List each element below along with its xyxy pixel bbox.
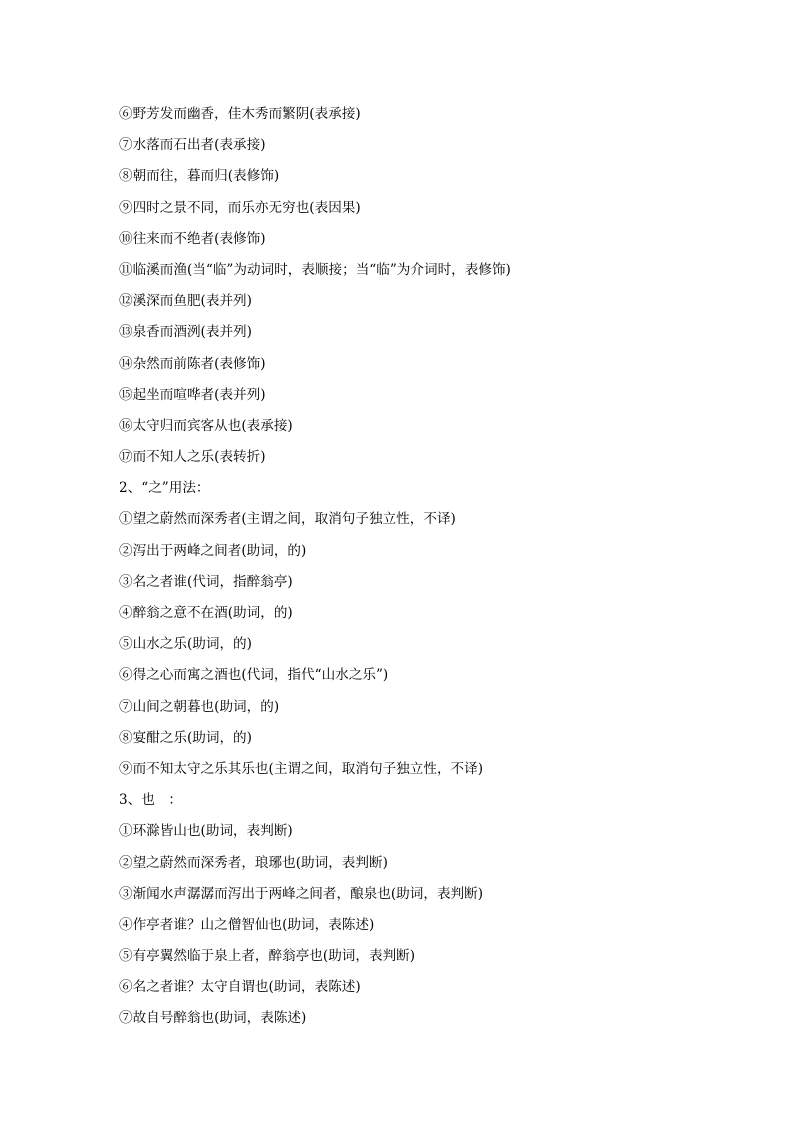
text-line: ⑬泉香而酒洌(表并列): [119, 324, 252, 341]
text-line: ⑥野芳发而幽香，佳木秀而繁阴(表承接): [119, 106, 361, 122]
text-line: ⑯太守归而宾客从也(表承接): [119, 417, 293, 434]
text-line: ⑮起坐而喧哗者(表并列): [119, 386, 266, 403]
section-heading: 2、“之”用法：: [119, 480, 210, 497]
text-line: ⑭杂然而前陈者(表修饰): [119, 355, 266, 372]
text-line: ⑤山水之乐(助词，的): [119, 636, 252, 653]
text-line: ①环滁皆山也(助词，表判断): [119, 823, 293, 840]
text-line: ①望之蔚然而深秀者(主谓之间，取消句子独立性，不译): [119, 511, 456, 528]
text-line: ③名之者谁(代词，指醉翁亭): [119, 573, 293, 590]
text-line: ⑫溪深而鱼肥(表并列): [119, 293, 252, 310]
text-line: ⑩往来而不绝者(表修饰): [119, 230, 266, 247]
text-line: ⑧朝而往，暮而归(表修饰): [119, 168, 280, 185]
text-line: ⑥名之者谁？太守自谓也(助词，表陈述): [119, 979, 361, 996]
text-line: ②望之蔚然而深秀者，琅琊也(助词，表判断): [119, 854, 388, 871]
text-line: ⑨而不知太守之乐其乐也(主谓之间，取消句子独立性，不译): [119, 760, 484, 777]
text-line: ⑰而不知人之乐(表转折): [119, 449, 266, 466]
text-line: ④作亭者谁？山之僧智仙也(助词，表陈述): [119, 916, 375, 933]
text-line: ⑪临溪而渔(当“临”为动词时，表顺接；当“临”为介词时，表修饰): [119, 261, 511, 278]
text-line: ⑦山间之朝暮也(助词，的): [119, 698, 280, 715]
text-line: ⑨四时之景不同，而乐亦无穷也(表因果): [119, 199, 361, 216]
text-line: ⑦水落而石出者(表承接): [119, 137, 266, 154]
text-line: ⑥得之心而寓之酒也(代词，指代“山水之乐”): [119, 667, 389, 684]
text-line: ⑧宴酣之乐(助词，的): [119, 729, 252, 746]
text-line: ⑤有亭翼然临于泉上者，醉翁亭也(助词，表判断): [119, 948, 416, 965]
text-line: ④醉翁之意不在酒(助词，的): [119, 605, 293, 621]
document-body: [119, 99, 759, 1035]
text-line: ③渐闻水声潺潺而泻出于两峰之间者，酿泉也(助词，表判断): [119, 885, 484, 902]
text-line: ⑦故自号醉翁也(助词，表陈述): [119, 1010, 307, 1027]
section-heading: 3、也 ：: [119, 792, 183, 809]
text-line: ②泻出于两峰之间者(助词，的): [119, 542, 307, 559]
